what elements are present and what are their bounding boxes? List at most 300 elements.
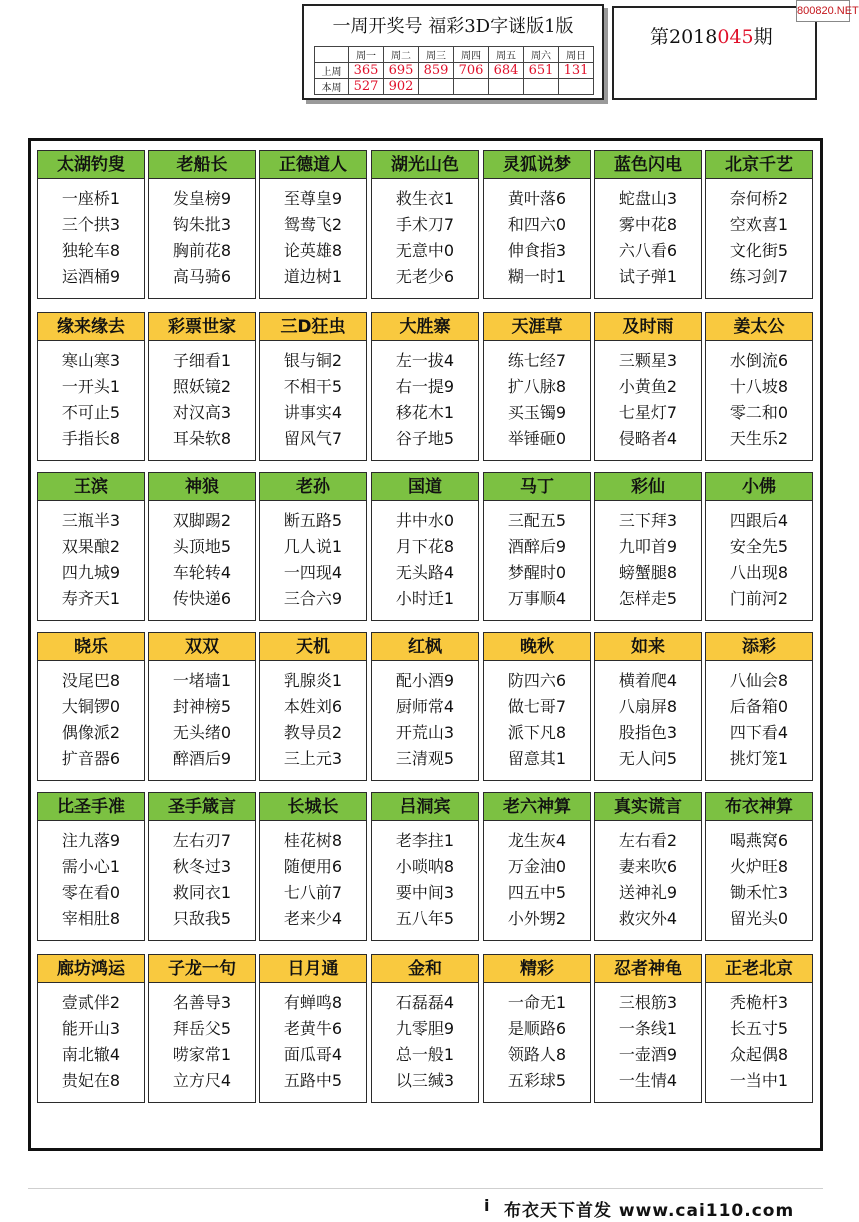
riddle-lines (38, 668, 144, 772)
riddle-card-title: 天机 (260, 633, 366, 661)
riddle-card (483, 632, 591, 781)
riddle-lines (260, 348, 366, 452)
riddle-card-title: 彩仙 (595, 473, 701, 501)
riddle-line: 独轮车8 (61, 241, 121, 260)
riddle-card-title: 双双 (149, 633, 255, 661)
riddle-line: 九叩首9 (618, 537, 678, 556)
riddle-line: 手术刀7 (395, 215, 455, 234)
weekly-results-table (314, 46, 594, 95)
draw-number (419, 79, 454, 95)
riddle-line: 火炉旺8 (729, 857, 789, 876)
riddle-card-title: 精彩 (484, 955, 590, 983)
riddle-card (37, 312, 145, 461)
riddle-card (259, 632, 367, 781)
riddle-line: 传快递6 (172, 589, 232, 608)
riddle-line: 扩音器6 (61, 749, 121, 768)
riddle-line: 派下凡8 (507, 723, 567, 742)
riddle-card (483, 954, 591, 1103)
riddle-line: 一开头1 (61, 377, 121, 396)
riddle-line: 留风气7 (283, 429, 343, 448)
draw-number (489, 79, 524, 95)
riddle-line: 四跟后4 (729, 511, 789, 530)
riddle-line: 横着爬4 (618, 671, 678, 690)
riddle-card-title: 神狼 (149, 473, 255, 501)
riddle-line: 至尊皇9 (283, 189, 343, 208)
riddle-card-title: 北京千艺 (706, 151, 812, 179)
riddle-line: 几人说1 (283, 537, 343, 556)
riddle-line: 五八年5 (395, 909, 455, 928)
riddle-lines (372, 186, 478, 290)
riddle-line: 钩朱批3 (172, 215, 232, 234)
table-header-row (315, 47, 594, 63)
riddle-card-title: 老船长 (149, 151, 255, 179)
table-row (315, 63, 594, 79)
riddle-line: 侵略者4 (618, 429, 678, 448)
draw-number: 527 (349, 79, 384, 95)
riddle-line: 五路中5 (283, 1071, 343, 1090)
riddle-line: 小时迁1 (395, 589, 455, 608)
riddle-lines (38, 186, 144, 290)
riddle-line: 手指长8 (61, 429, 121, 448)
riddle-lines (706, 668, 812, 772)
riddle-card (37, 150, 145, 299)
riddle-line: 一四现4 (283, 563, 343, 582)
riddle-line: 讲事实4 (283, 403, 343, 422)
riddle-line: 配小酒9 (395, 671, 455, 690)
day-header: 周六 (524, 47, 559, 63)
riddle-line: 寿齐天1 (61, 589, 121, 608)
day-header: 周五 (489, 47, 524, 63)
riddle-card-title: 灵狐说梦 (484, 151, 590, 179)
riddle-lines (595, 508, 701, 612)
riddle-card-title: 姜太公 (706, 313, 812, 341)
riddle-card (37, 792, 145, 941)
riddle-card-title: 正德道人 (260, 151, 366, 179)
riddle-line: 买玉镯9 (507, 403, 567, 422)
header-title: 一周开奖号 福彩3D字谜版1版 (332, 16, 574, 37)
row-label: 上周 (315, 63, 349, 79)
riddle-card-title: 天涯草 (484, 313, 590, 341)
riddle-card (148, 954, 256, 1103)
riddle-line: 留光头0 (729, 909, 789, 928)
riddle-card (594, 312, 702, 461)
riddle-card-title: 吕洞宾 (372, 793, 478, 821)
riddle-line: 拜岳父5 (172, 1019, 232, 1038)
footer-credit: 布衣天下首发 www.cai110.com (504, 1201, 795, 1221)
day-header: 周一 (349, 47, 384, 63)
riddle-line: 需小心1 (61, 857, 121, 876)
day-header: 周三 (419, 47, 454, 63)
riddle-card (259, 954, 367, 1103)
riddle-card-title: 马丁 (484, 473, 590, 501)
period-prefix: 第2018 (650, 26, 718, 48)
riddle-line: 后备箱0 (729, 697, 789, 716)
riddle-line: 挑灯笼1 (729, 749, 789, 768)
riddle-line: 只敌我5 (172, 909, 232, 928)
riddle-card-title: 大胜寨 (372, 313, 478, 341)
riddle-line: 小黄鱼2 (618, 377, 678, 396)
riddle-card-title: 缘来缘去 (38, 313, 144, 341)
riddle-line: 做七哥7 (507, 697, 567, 716)
riddle-line: 秃桅杆3 (729, 993, 789, 1012)
riddle-line: 七星灯7 (618, 403, 678, 422)
riddle-line: 耳朵软8 (172, 429, 232, 448)
riddle-line: 石磊磊4 (395, 993, 455, 1012)
riddle-line: 七八前7 (283, 883, 343, 902)
riddle-lines (260, 668, 366, 772)
riddle-line: 妻来吹6 (618, 857, 678, 876)
riddle-line: 有蝉鸣8 (283, 993, 343, 1012)
riddle-line: 安全先5 (729, 537, 789, 556)
riddle-card (371, 632, 479, 781)
riddle-line: 一条线1 (618, 1019, 678, 1038)
riddle-line: 醉酒后9 (172, 749, 232, 768)
riddle-lines (706, 990, 812, 1094)
riddle-line: 龙生灰4 (507, 831, 567, 850)
riddle-lines (484, 508, 590, 612)
period-panel (612, 6, 817, 100)
riddle-line: 八扇屏8 (618, 697, 678, 716)
riddle-line: 雾中花8 (618, 215, 678, 234)
riddle-lines (260, 828, 366, 932)
riddle-line: 万事顺4 (507, 589, 567, 608)
riddle-lines (260, 508, 366, 612)
riddle-line: 长五寸5 (729, 1019, 789, 1038)
riddle-line: 偶像派2 (61, 723, 121, 742)
riddle-card-title: 比圣手准 (38, 793, 144, 821)
riddle-card-title: 添彩 (706, 633, 812, 661)
riddle-grid (28, 138, 823, 1151)
riddle-card-title: 如来 (595, 633, 701, 661)
riddle-card (148, 472, 256, 621)
riddle-line: 练习剑7 (729, 267, 789, 286)
riddle-card (705, 472, 813, 621)
riddle-card-title: 金和 (372, 955, 478, 983)
riddle-line: 四五中5 (507, 883, 567, 902)
riddle-line: 三根筋3 (618, 993, 678, 1012)
riddle-card (371, 954, 479, 1103)
draw-number (454, 79, 489, 95)
riddle-line: 天生乐2 (729, 429, 789, 448)
riddle-lines (38, 828, 144, 932)
riddle-card (705, 954, 813, 1103)
riddle-line: 断五路5 (283, 511, 343, 530)
riddle-lines (595, 186, 701, 290)
riddle-card (483, 312, 591, 461)
day-header: 周四 (454, 47, 489, 63)
riddle-lines (38, 990, 144, 1094)
riddle-line: 伸食指3 (507, 241, 567, 260)
riddle-card-title: 晚秋 (484, 633, 590, 661)
riddle-card-title: 布衣神算 (706, 793, 812, 821)
riddle-card (148, 150, 256, 299)
riddle-card-title: 及时雨 (595, 313, 701, 341)
weekly-results-panel (302, 4, 604, 100)
table-row (315, 79, 594, 95)
riddle-line: 酒醉后9 (507, 537, 567, 556)
riddle-line: 左一拔4 (395, 351, 455, 370)
riddle-card-title: 湖光山色 (372, 151, 478, 179)
riddle-card (594, 632, 702, 781)
riddle-card (594, 472, 702, 621)
riddle-line: 老黄牛6 (283, 1019, 343, 1038)
riddle-card-title: 三D狂虫 (260, 313, 366, 341)
riddle-line: 救同衣1 (172, 883, 232, 902)
riddle-lines (372, 668, 478, 772)
riddle-line: 一堵墙1 (172, 671, 232, 690)
riddle-line: 三清观5 (395, 749, 455, 768)
riddle-line: 一生情4 (618, 1071, 678, 1090)
riddle-line: 和四六0 (507, 215, 567, 234)
riddle-card (483, 150, 591, 299)
draw-number: 131 (559, 63, 594, 79)
riddle-lines (149, 990, 255, 1094)
riddle-line: 一壶酒9 (618, 1045, 678, 1064)
riddle-line: 秋冬过3 (172, 857, 232, 876)
riddle-line: 零在看0 (61, 883, 121, 902)
riddle-line: 三瓶半3 (61, 511, 121, 530)
draw-number: 651 (524, 63, 559, 79)
riddle-line: 八出现8 (729, 563, 789, 582)
riddle-card (259, 792, 367, 941)
riddle-card-title: 正老北京 (706, 955, 812, 983)
riddle-line: 发皇榜9 (172, 189, 232, 208)
riddle-line: 留意其1 (507, 749, 567, 768)
riddle-line: 左右看2 (618, 831, 678, 850)
riddle-card-title: 日月通 (260, 955, 366, 983)
riddle-line: 无老少6 (395, 267, 455, 286)
draw-number: 365 (349, 63, 384, 79)
riddle-line: 三颗星3 (618, 351, 678, 370)
riddle-card-title: 圣手箴言 (149, 793, 255, 821)
riddle-line: 一命无1 (507, 993, 567, 1012)
riddle-card (371, 792, 479, 941)
riddle-line: 三合六9 (283, 589, 343, 608)
riddle-line: 小外甥2 (507, 909, 567, 928)
riddle-line: 胸前花8 (172, 241, 232, 260)
riddle-card-title: 红枫 (372, 633, 478, 661)
riddle-line: 是顺路6 (507, 1019, 567, 1038)
riddle-lines (38, 508, 144, 612)
draw-number: 706 (454, 63, 489, 79)
riddle-line: 要中间3 (395, 883, 455, 902)
riddle-card (705, 150, 813, 299)
riddle-line: 桂花树8 (283, 831, 343, 850)
draw-number: 902 (384, 79, 419, 95)
site-watermark[interactable]: 800820.NET (796, 0, 850, 22)
riddle-line: 防四六6 (507, 671, 567, 690)
riddle-line: 月下花8 (395, 537, 455, 556)
riddle-line: 蛇盘山3 (618, 189, 678, 208)
riddle-lines (484, 990, 590, 1094)
riddle-card (483, 472, 591, 621)
riddle-card (148, 792, 256, 941)
riddle-line: 以三缄3 (395, 1071, 455, 1090)
footer-mark: i (484, 1196, 490, 1215)
riddle-line: 运酒桶9 (61, 267, 121, 286)
riddle-card (259, 312, 367, 461)
riddle-line: 无人问5 (618, 749, 678, 768)
riddle-line: 对汉高3 (172, 403, 232, 422)
riddle-line: 立方尺4 (172, 1071, 232, 1090)
day-header: 周二 (384, 47, 419, 63)
riddle-card (705, 792, 813, 941)
riddle-card-title: 蓝色闪电 (595, 151, 701, 179)
riddle-lines (260, 186, 366, 290)
riddle-line: 一当中1 (729, 1071, 789, 1090)
riddle-lines (595, 990, 701, 1094)
riddle-line: 一座桥1 (61, 189, 121, 208)
period-suffix: 期 (753, 26, 773, 48)
riddle-card (148, 312, 256, 461)
riddle-line: 能开山3 (61, 1019, 121, 1038)
riddle-line: 领路人8 (507, 1045, 567, 1064)
riddle-line: 零二和0 (729, 403, 789, 422)
riddle-card (37, 632, 145, 781)
riddle-card (705, 312, 813, 461)
riddle-line: 银与铜2 (283, 351, 343, 370)
riddle-line: 门前河2 (729, 589, 789, 608)
riddle-line: 无意中0 (395, 241, 455, 260)
riddle-card (259, 472, 367, 621)
riddle-card (594, 954, 702, 1103)
riddle-line: 本姓刘6 (283, 697, 343, 716)
draw-number (559, 79, 594, 95)
riddle-line: 试子弹1 (618, 267, 678, 286)
riddle-line: 四九城9 (61, 563, 121, 582)
riddle-line: 不相干5 (283, 377, 343, 396)
riddle-lines (372, 990, 478, 1094)
draw-number: 695 (384, 63, 419, 79)
riddle-line: 螃蟹腿8 (618, 563, 678, 582)
riddle-line: 无头路4 (395, 563, 455, 582)
riddle-line: 梦醒时0 (507, 563, 567, 582)
riddle-line: 空欢喜1 (729, 215, 789, 234)
riddle-card-title: 老孙 (260, 473, 366, 501)
riddle-card-title: 彩票世家 (149, 313, 255, 341)
riddle-card-title: 老六神算 (484, 793, 590, 821)
riddle-card-title: 子龙一句 (149, 955, 255, 983)
riddle-line: 寒山寒3 (61, 351, 121, 370)
riddle-lines (149, 348, 255, 452)
riddle-line: 大铜锣0 (61, 697, 121, 716)
riddle-line: 总一般1 (395, 1045, 455, 1064)
day-header: 周日 (559, 47, 594, 63)
riddle-card-title: 真实谎言 (595, 793, 701, 821)
riddle-line: 车轮转4 (172, 563, 232, 582)
riddle-line: 南北辙4 (61, 1045, 121, 1064)
riddle-card-title: 国道 (372, 473, 478, 501)
riddle-line: 三上元3 (283, 749, 343, 768)
period-label (650, 22, 773, 49)
riddle-line: 随便用6 (283, 857, 343, 876)
riddle-line: 练七经7 (507, 351, 567, 370)
riddle-card-title: 忍者神龟 (595, 955, 701, 983)
riddle-line: 厨师常4 (395, 697, 455, 716)
riddle-card-title: 廊坊鸿运 (38, 955, 144, 983)
riddle-lines (149, 668, 255, 772)
riddle-line: 移花木1 (395, 403, 455, 422)
riddle-lines (484, 668, 590, 772)
riddle-lines (484, 186, 590, 290)
draw-number (524, 79, 559, 95)
riddle-lines (260, 990, 366, 1094)
riddle-card (37, 954, 145, 1103)
riddle-line: 老来少4 (283, 909, 343, 928)
riddle-line: 扩八脉8 (507, 377, 567, 396)
riddle-line: 三配五5 (507, 511, 567, 530)
riddle-line: 水倒流6 (729, 351, 789, 370)
riddle-line: 子细看1 (172, 351, 232, 370)
riddle-line: 三下拜3 (618, 511, 678, 530)
riddle-lines (484, 348, 590, 452)
riddle-line: 送神礼9 (618, 883, 678, 902)
riddle-line: 糊一时1 (507, 267, 567, 286)
riddle-line: 头顶地5 (172, 537, 232, 556)
riddle-card (594, 792, 702, 941)
riddle-lines (595, 348, 701, 452)
riddle-line: 万金油0 (507, 857, 567, 876)
riddle-line: 注九落9 (61, 831, 121, 850)
riddle-line: 封神榜5 (172, 697, 232, 716)
riddle-line: 壹贰伴2 (61, 993, 121, 1012)
riddle-line: 五彩球5 (507, 1071, 567, 1090)
riddle-line: 左右刃7 (172, 831, 232, 850)
row-label: 本周 (315, 79, 349, 95)
riddle-line: 小唢呐8 (395, 857, 455, 876)
riddle-line: 举锤砸0 (507, 429, 567, 448)
riddle-line: 八仙会8 (729, 671, 789, 690)
riddle-lines (484, 828, 590, 932)
riddle-line: 老李拄1 (395, 831, 455, 850)
riddle-lines (149, 828, 255, 932)
riddle-line: 贵妃在8 (61, 1071, 121, 1090)
riddle-line: 乳腺炎1 (283, 671, 343, 690)
riddle-line: 照妖镜2 (172, 377, 232, 396)
riddle-card (259, 150, 367, 299)
riddle-card (483, 792, 591, 941)
riddle-line: 谷子地5 (395, 429, 455, 448)
riddle-line: 救生衣1 (395, 189, 455, 208)
riddle-line: 怎样走5 (618, 589, 678, 608)
riddle-lines (706, 186, 812, 290)
riddle-lines (372, 348, 478, 452)
period-number: 045 (717, 26, 754, 48)
riddle-card (705, 632, 813, 781)
riddle-line: 锄禾忙3 (729, 883, 789, 902)
riddle-line: 高马骑6 (172, 267, 232, 286)
riddle-lines (706, 508, 812, 612)
riddle-lines (595, 668, 701, 772)
riddle-line: 无头绪0 (172, 723, 232, 742)
riddle-card (371, 150, 479, 299)
riddle-line: 宰相肚8 (61, 909, 121, 928)
riddle-line: 十八坡8 (729, 377, 789, 396)
riddle-line: 救灾外4 (618, 909, 678, 928)
riddle-card (594, 150, 702, 299)
riddle-line: 道边树1 (283, 267, 343, 286)
riddle-card-title: 太湖钓叟 (38, 151, 144, 179)
riddle-line: 六八看6 (618, 241, 678, 260)
riddle-line: 面瓜哥4 (283, 1045, 343, 1064)
riddle-line: 四下看4 (729, 723, 789, 742)
riddle-lines (149, 508, 255, 612)
riddle-line: 没尾巴8 (61, 671, 121, 690)
riddle-card-title: 长城长 (260, 793, 366, 821)
draw-number: 859 (419, 63, 454, 79)
riddle-line: 双脚踢2 (172, 511, 232, 530)
riddle-line: 名善导3 (172, 993, 232, 1012)
